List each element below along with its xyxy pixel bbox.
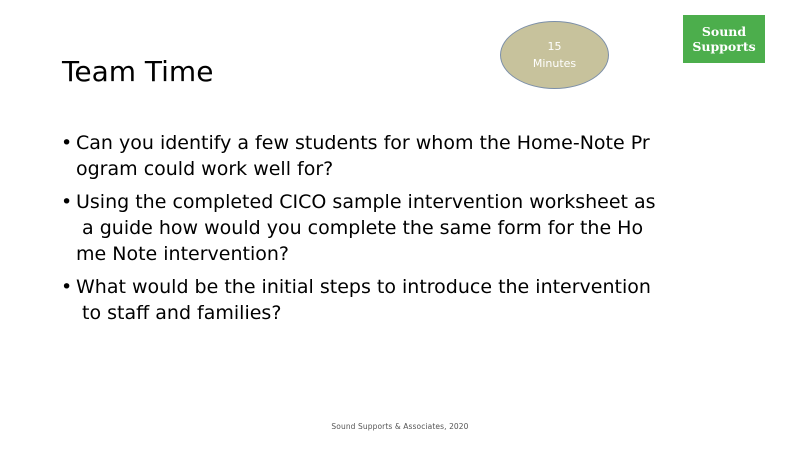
slide-title: Team Time [62,55,214,88]
bullet-line: me Note intervention? [76,243,289,265]
bullet-line: Can you identify a few students for whom the Home-Note Pr [76,132,650,154]
bullet-line: to staff and families? [76,302,282,324]
bullet-item [60,189,760,267]
logo-line-2: Supports [692,39,756,54]
bullet-dot-icon: • [61,191,73,213]
timer-unit: Minutes [532,57,577,70]
bullet-item [60,130,760,182]
bullet-item [60,274,760,326]
bullet-line: What would be the initial steps to introduce the intervention [76,276,651,298]
slide-footer: Sound Supports & Associates, 2020 [331,422,469,431]
bullet-line: Using the completed CICO sample intervention worksheet as [76,191,656,213]
timer-value: 15 [547,40,562,53]
bullet-list [60,130,760,333]
bullet-dot-icon: • [61,132,73,154]
bullet-line: ogram could work well for? [76,158,334,180]
bullet-line: a guide how would you complete the same form for the Ho [76,217,644,239]
bullet-dot-icon: • [61,276,73,298]
sound-supports-logo [683,15,765,63]
timer-badge [500,21,609,89]
logo-line-1: Sound [701,24,747,39]
